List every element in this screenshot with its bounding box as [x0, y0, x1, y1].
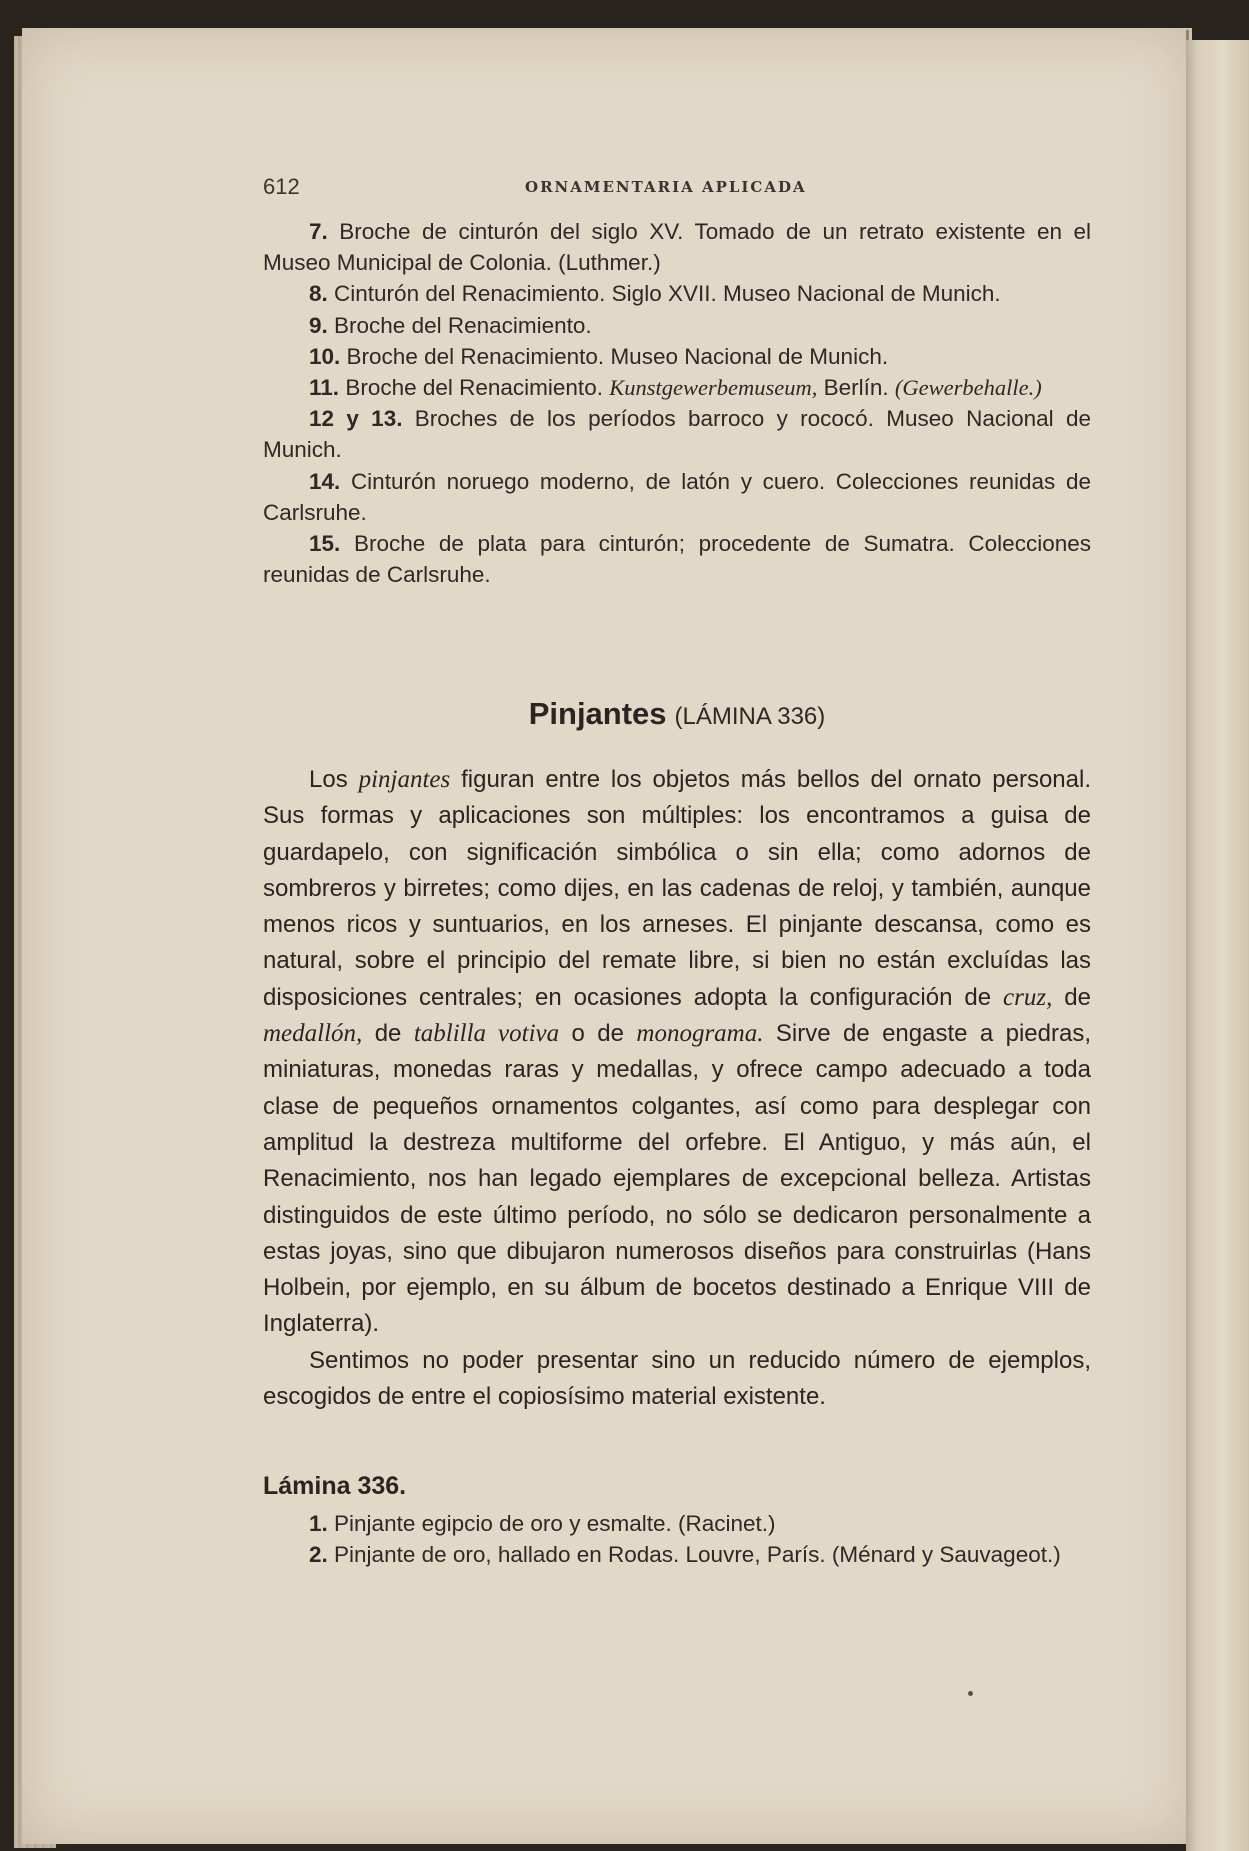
- section-title: Pinjantes: [528, 696, 667, 731]
- body-text: [263, 762, 1091, 1415]
- paragraph: Sentimos no poder presentar sino un reducido número de ejemplos, escogidos de entre el copiosísimo material existente.: [263, 1346, 1091, 1411]
- list-item: 12 y 13. Broches de los períodos barroco y rococó. Museo Nacional de Munich.: [263, 406, 1091, 463]
- list-item: 1. Pinjante egipcio de oro y esmalte. (Racinet.): [309, 1511, 776, 1536]
- list-item: 14. Cinturón noruego moderno, de latón y cuero. Colecciones reunidas de Carlsruhe.: [263, 468, 1091, 525]
- page-number: 612: [263, 174, 300, 199]
- list-item: 11. Broche del Renacimiento. Kunstgewerbemuseum, Berlín. (Gewerbehalle.): [309, 375, 1042, 401]
- book-right-edge: [1186, 40, 1249, 1851]
- figure-captions-list: [263, 216, 1091, 590]
- list-item: 7. Broche de cinturón del siglo XV. Tomado de un retrato existente en el Museo Municipal de Colonia. (Luthmer.): [263, 219, 1091, 276]
- ink-speck: [968, 1691, 973, 1696]
- list-item: 9. Broche del Renacimiento.: [309, 312, 592, 338]
- running-header: [263, 174, 1091, 200]
- list-item: 15. Broche de plata para cinturón; procedente de Sumatra. Colecciones reunidas de Carlsruhe.: [263, 531, 1091, 588]
- list-item: 8. Cinturón del Renacimiento. Siglo XVII. Museo Nacional de Munich.: [309, 281, 1001, 307]
- list-item: 2. Pinjante de oro, hallado en Rodas. Louvre, París. (Ménard y Sauvageot.): [309, 1542, 1061, 1568]
- plate-heading: Lámina 336.: [263, 1472, 407, 1500]
- list-item: 10. Broche del Renacimiento. Museo Nacional de Munich.: [309, 343, 889, 369]
- plate-items-list: [263, 1508, 1091, 1570]
- section-heading: [263, 696, 1091, 732]
- plate-reference: (LÁMINA 336): [674, 703, 826, 730]
- running-title: ORNAMENTARIA APLICADA: [525, 178, 807, 196]
- paragraph: Los pinjantes figuran entre los objetos más bellos del ornato personal. Sus formas y aplicaciones son múltiples: los encontramos a guisa de guardapelo, con significación simbólica o sin ella; como adornos de sombreros y birretes; como dijes, en las cadenas de reloj, y también, aunque menos ricos y suntuarios, en los arneses. El pinjante descansa, como es natural, sobre el principio del remate libre, si bien no están excluídas las disposiciones centrales; en ocasiones adopta la configuración de cruz, de medallón, de tablilla votiva o de monograma. Sirve de engaste a piedras, miniaturas, monedas raras y medallas, y ofrece campo adecuado a toda clase de pequeños ornamentos colgantes, así como para desplegar con amplitud la destreza multiforme del orfebre. El Antiguo, y más aún, el Renacimiento, nos han legado ejemplares de excepcional belleza. Artistas distinguidos de este último período, no sólo se dedicaron personalmente a estas joyas, sino que dibujaron numerosos diseños para construirlas (Hans Holbein, por ejemplo, en su álbum de bocetos destinado a Enrique VIII de Inglaterra).: [263, 766, 1092, 1338]
